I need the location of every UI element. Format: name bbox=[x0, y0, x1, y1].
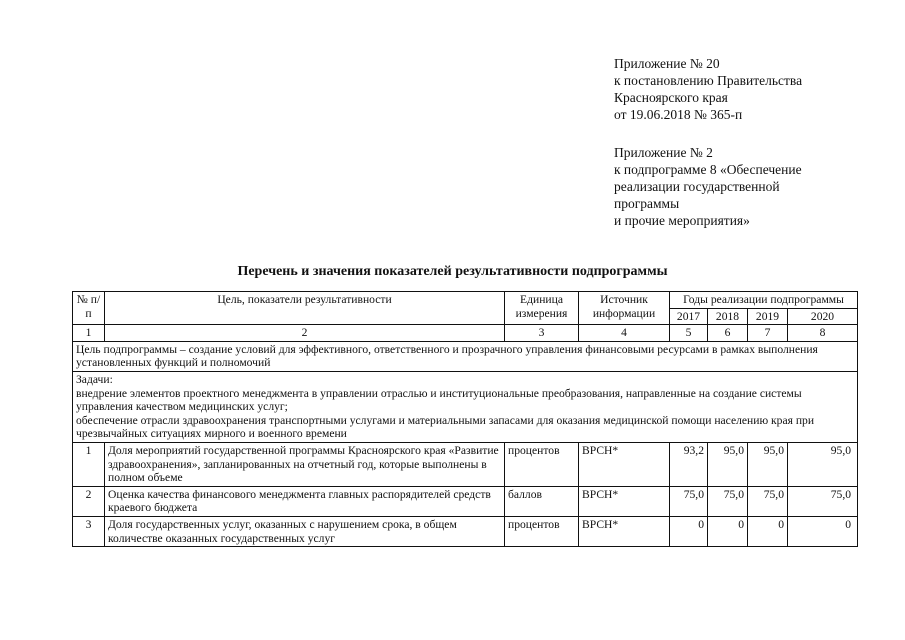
row-num: 2 bbox=[73, 486, 105, 516]
table-row bbox=[73, 516, 858, 546]
appendix-line: и прочие мероприятия» bbox=[614, 213, 750, 228]
row-indicator-name: Доля мероприятий государственной программы Красноярского края «Развитие здравоохранения», запланированных на отчетный год, которые выполнены в полном объеме bbox=[105, 442, 505, 486]
row-value-2019: 75,0 bbox=[748, 486, 788, 516]
indicators-table bbox=[72, 291, 858, 547]
row-value-2018: 95,0 bbox=[708, 442, 748, 486]
row-unit: баллов bbox=[505, 486, 579, 516]
goal-text: Цель подпрограммы – создание условий для эффективного, ответственного и прозрачного управления финансовыми ресурсами в рамках выполнения установленных функций и полномочий bbox=[73, 341, 858, 371]
row-value-2017: 75,0 bbox=[670, 486, 708, 516]
goal-row bbox=[73, 341, 858, 371]
row-value-2020: 75,0 bbox=[788, 486, 858, 516]
header-year: 2020 bbox=[788, 308, 858, 325]
row-value-2018: 0 bbox=[708, 516, 748, 546]
appendix-line: от 19.06.2018 № 365-п bbox=[614, 107, 743, 122]
tasks-row bbox=[73, 371, 858, 442]
row-value-2017: 93,2 bbox=[670, 442, 708, 486]
row-source: ВРСН* bbox=[579, 442, 670, 486]
row-value-2018: 75,0 bbox=[708, 486, 748, 516]
header-years-group: Годы реализации подпрограммы bbox=[670, 292, 858, 309]
column-number: 3 bbox=[505, 325, 579, 342]
table-row bbox=[73, 442, 858, 486]
column-number: 2 bbox=[105, 325, 505, 342]
appendix-line: к подпрограмме 8 «Обеспечение bbox=[614, 162, 802, 177]
header-year: 2018 bbox=[708, 308, 748, 325]
column-number: 4 bbox=[579, 325, 670, 342]
tasks-cell bbox=[73, 371, 858, 442]
appendix-line: программы bbox=[614, 196, 680, 211]
appendix-line: Красноярского края bbox=[614, 90, 728, 105]
column-number: 6 bbox=[708, 325, 748, 342]
row-num: 1 bbox=[73, 442, 105, 486]
row-indicator-name: Доля государственных услуг, оказанных с нарушением срока, в общем количестве оказанных государственных услуг bbox=[105, 516, 505, 546]
tasks-label: Задачи: bbox=[76, 372, 113, 386]
row-unit: процентов bbox=[505, 442, 579, 486]
appendix-line: Приложение № 20 bbox=[614, 56, 720, 71]
header-unit: Единица измерения bbox=[505, 292, 579, 325]
column-number: 7 bbox=[748, 325, 788, 342]
appendix-line: к постановлению Правительства bbox=[614, 73, 803, 88]
task-item: обеспечение отрасли здравоохранения транспортными услугами и материальными запасами для оказания медицинской помощи населению края при чрезвычайных ситуациях мирного и военного времени bbox=[76, 413, 815, 441]
row-source: ВРСН* bbox=[579, 516, 670, 546]
appendix-20-block bbox=[614, 55, 802, 123]
row-value-2020: 0 bbox=[788, 516, 858, 546]
row-value-2017: 0 bbox=[670, 516, 708, 546]
column-number: 8 bbox=[788, 325, 858, 342]
header-num: № п/п bbox=[73, 292, 105, 325]
row-value-2019: 95,0 bbox=[748, 442, 788, 486]
column-number: 5 bbox=[670, 325, 708, 342]
header-goal: Цель, показатели результативности bbox=[105, 292, 505, 325]
appendix-line: Приложение № 2 bbox=[614, 145, 713, 160]
row-unit: процентов bbox=[505, 516, 579, 546]
column-numbers-row bbox=[73, 325, 858, 342]
header-year: 2017 bbox=[670, 308, 708, 325]
row-source: ВРСН* bbox=[579, 486, 670, 516]
document-title: Перечень и значения показателей результативности подпрограммы bbox=[237, 264, 668, 279]
row-indicator-name: Оценка качества финансового менеджмента главных распорядителей средств краевого бюджета bbox=[105, 486, 505, 516]
row-value-2019: 0 bbox=[748, 516, 788, 546]
task-item: внедрение элементов проектного менеджмента в управлении отраслью и институциональные преобразования, направленные на создание системы управления качеством медицинских услуг; bbox=[76, 386, 802, 414]
appendix-2-block bbox=[614, 144, 802, 229]
header-source: Источник информации bbox=[579, 292, 670, 325]
header-row bbox=[73, 292, 858, 309]
header-year: 2019 bbox=[748, 308, 788, 325]
column-number: 1 bbox=[73, 325, 105, 342]
table-row bbox=[73, 486, 858, 516]
row-num: 3 bbox=[73, 516, 105, 546]
appendix-line: реализации государственной bbox=[614, 179, 780, 194]
row-value-2020: 95,0 bbox=[788, 442, 858, 486]
